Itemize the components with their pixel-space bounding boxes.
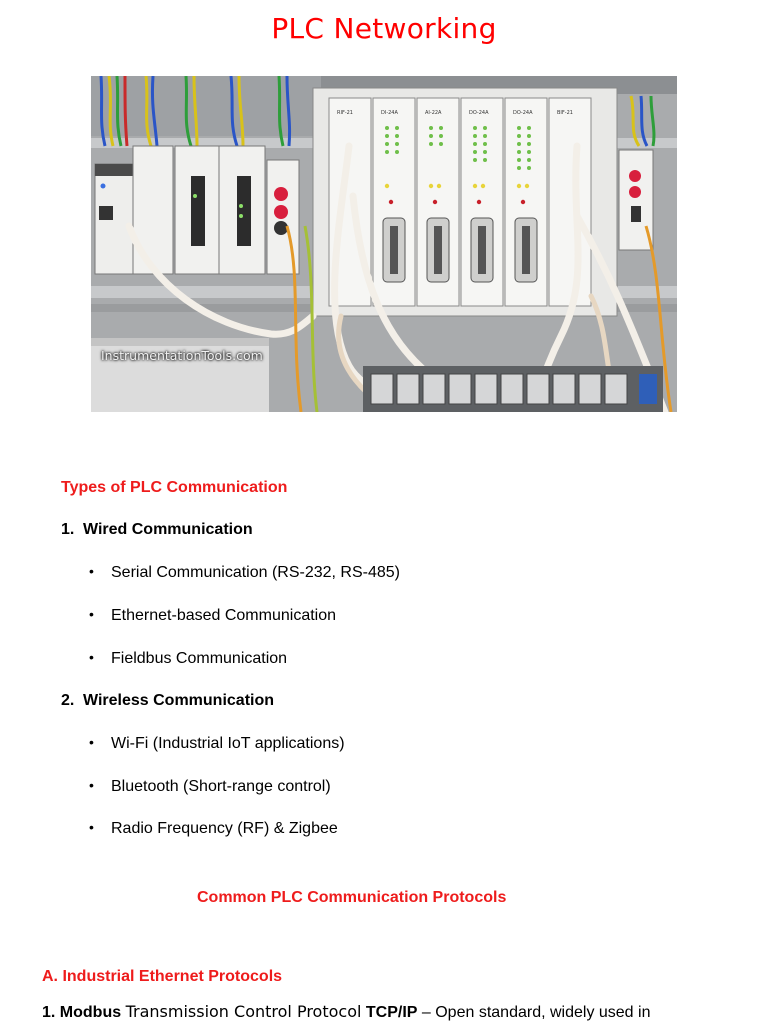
wired-item-serial: Serial Communication (RS-232, RS-485) [111, 564, 400, 581]
plc-rack-photo [91, 76, 677, 412]
modbus-number: 1. [42, 1004, 56, 1021]
wireless-item-rf: Radio Frequency (RF) & Zigbee [111, 820, 338, 837]
wired-item-fieldbus: Fieldbus Communication [111, 650, 288, 667]
module-label-3: AI-22A [425, 110, 442, 116]
types-heading: Types of PLC Communication [61, 479, 288, 496]
wireless-item-wifi: Wi-Fi (Industrial IoT applications) [111, 735, 345, 752]
module-label-2: DI-24A [381, 110, 398, 116]
bullet-icon: • [89, 777, 94, 793]
module-label-5: DO-24A [513, 110, 533, 116]
industrial-ethernet-heading: A. Industrial Ethernet Protocols [42, 968, 283, 985]
wireless-item-bluetooth: Bluetooth (Short-range control) [111, 778, 331, 795]
modbus-expansion: Transmission Control Protocol [125, 1002, 362, 1021]
module-label-4: DO-24A [469, 110, 489, 116]
bullet-icon: • [89, 734, 94, 750]
photo-watermark: InstrumentationTools.com [101, 348, 263, 363]
module-label-6: BIF-21 [557, 110, 573, 116]
wireless-label: Wireless Communication [83, 692, 275, 709]
bullet-icon: • [89, 819, 94, 835]
bullet-icon: • [89, 563, 94, 579]
modbus-name: Modbus [59, 1004, 122, 1021]
module-label-1: RIF-21 [337, 110, 353, 116]
wired-number: 1. [61, 521, 75, 538]
wired-label: Wired Communication [83, 521, 253, 538]
protocols-heading: Common PLC Communication Protocols [197, 889, 507, 906]
bullet-icon: • [89, 649, 94, 665]
modbus-line [42, 1002, 650, 1023]
wireless-number: 2. [61, 692, 75, 709]
bullet-icon: • [89, 606, 94, 622]
wired-item-ethernet: Ethernet-based Communication [111, 607, 337, 624]
modbus-acronym: TCP/IP [365, 1004, 418, 1021]
page-title: PLC Networking [271, 12, 497, 45]
modbus-description: – Open standard, widely used in [421, 1004, 651, 1021]
